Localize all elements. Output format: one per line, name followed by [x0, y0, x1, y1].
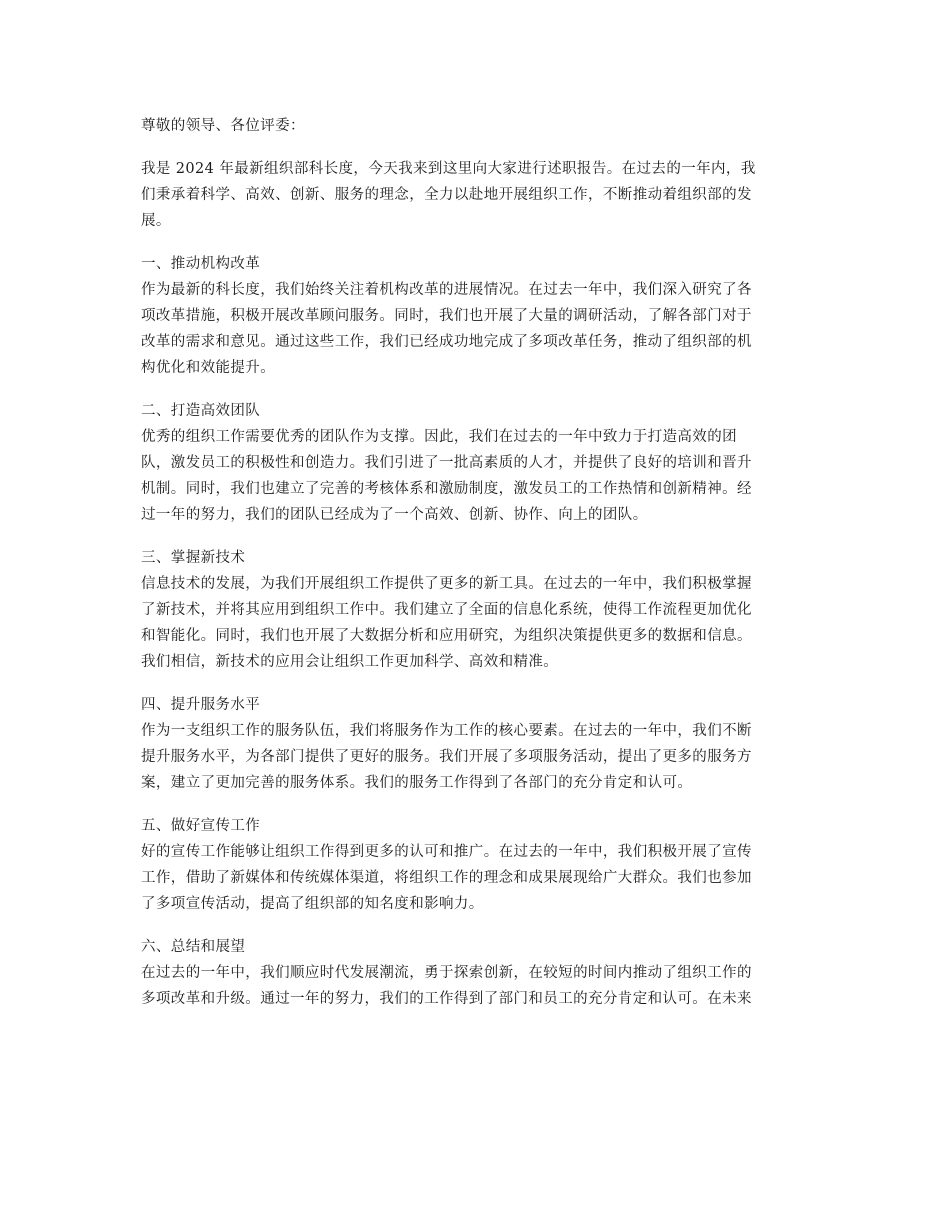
section-3 — [141, 545, 813, 675]
section-line: 信息技术的发展，为我们开展组织工作提供了更多的新工具。在过去的一年中，我们积极掌握 — [141, 576, 752, 592]
section-line: 工作，借助了新媒体和传统媒体渠道，将组织工作的理念和成果展现给广大群众。我们也参加 — [141, 870, 752, 886]
section-1 — [141, 251, 813, 381]
section-line: 我们相信，新技术的应用会让组织工作更加科学、高效和精准。 — [141, 654, 559, 670]
section-2 — [141, 398, 813, 528]
section-line: 好的宣传工作能够让组织工作得到更多的认可和推广。在过去的一年中，我们积极开展了宣传 — [141, 844, 752, 860]
section-line: 了多项宣传活动，提高了组织部的知名度和影响力。 — [141, 896, 484, 912]
section-line: 过一年的努力，我们的团队已经成为了一个高效、创新、协作、向上的团队。 — [141, 507, 648, 523]
section-line: 案，建立了更加完善的服务体系。我们的服务工作得到了各部门的充分肯定和认可。 — [141, 775, 693, 791]
greeting: 尊敬的领导、各位评委： — [141, 118, 305, 134]
section-6 — [141, 934, 813, 1012]
section-heading: 五、做好宣传工作 — [141, 818, 261, 834]
section-line: 作为最新的科长度，我们始终关注着机构改革的进展情况。在过去一年中，我们深入研究了各 — [141, 282, 752, 298]
intro-line: 我是 2024 年最新组织部科长度，今天我来到这里向大家进行述职报告。在过去的一年内，我 — [141, 161, 756, 177]
section-heading: 三、掌握新技术 — [141, 550, 246, 566]
section-line: 构优化和效能提升。 — [141, 360, 276, 376]
intro-paragraph — [141, 156, 813, 234]
section-4 — [141, 692, 813, 796]
section-line: 优秀的组织工作需要优秀的团队作为支撑。因此，我们在过去的一年中致力于打造高效的团 — [141, 429, 737, 445]
section-5 — [141, 813, 813, 917]
section-line: 机制。同时，我们也建立了完善的考核体系和激励制度，激发员工的工作热情和创新精神。经 — [141, 481, 752, 497]
section-heading: 二、打造高效团队 — [141, 403, 261, 419]
section-line: 队，激发员工的积极性和创造力。我们引进了一批高素质的人才，并提供了良好的培训和晋升 — [141, 455, 752, 471]
section-line: 项改革措施，积极开展改革顾问服务。同时，我们也开展了大量的调研活动，了解各部门对于 — [141, 308, 752, 324]
section-line: 提升服务水平，为各部门提供了更好的服务。我们开展了多项服务活动，提出了更多的服务方 — [141, 749, 752, 765]
intro-line: 们秉承着科学、高效、创新、服务的理念，全力以赴地开展组织工作，不断推动着组织部的发 — [141, 187, 752, 203]
section-line: 改革的需求和意见。通过这些工作，我们已经成功地完成了多项改革任务，推动了组织部的机 — [141, 334, 752, 350]
section-line: 和智能化。同时，我们也开展了大数据分析和应用研究，为组织决策提供更多的数据和信息。 — [141, 628, 752, 644]
section-line: 了新技术，并将其应用到组织工作中。我们建立了全面的信息化系统，使得工作流程更加优化 — [141, 602, 752, 618]
document-body — [141, 113, 813, 1012]
section-line: 多项改革和升级。通过一年的努力，我们的工作得到了部门和员工的充分肯定和认可。在未来 — [141, 991, 752, 1007]
section-line: 作为一支组织工作的服务队伍，我们将服务作为工作的核心要素。在过去的一年中，我们不断 — [141, 723, 752, 739]
section-heading: 一、推动机构改革 — [141, 256, 261, 272]
section-heading: 六、总结和展望 — [141, 939, 246, 955]
section-heading: 四、提升服务水平 — [141, 697, 261, 713]
intro-line: 展。 — [141, 213, 171, 229]
section-line: 在过去的一年中，我们顺应时代发展潮流，勇于探索创新，在较短的时间内推动了组织工作的 — [141, 965, 752, 981]
